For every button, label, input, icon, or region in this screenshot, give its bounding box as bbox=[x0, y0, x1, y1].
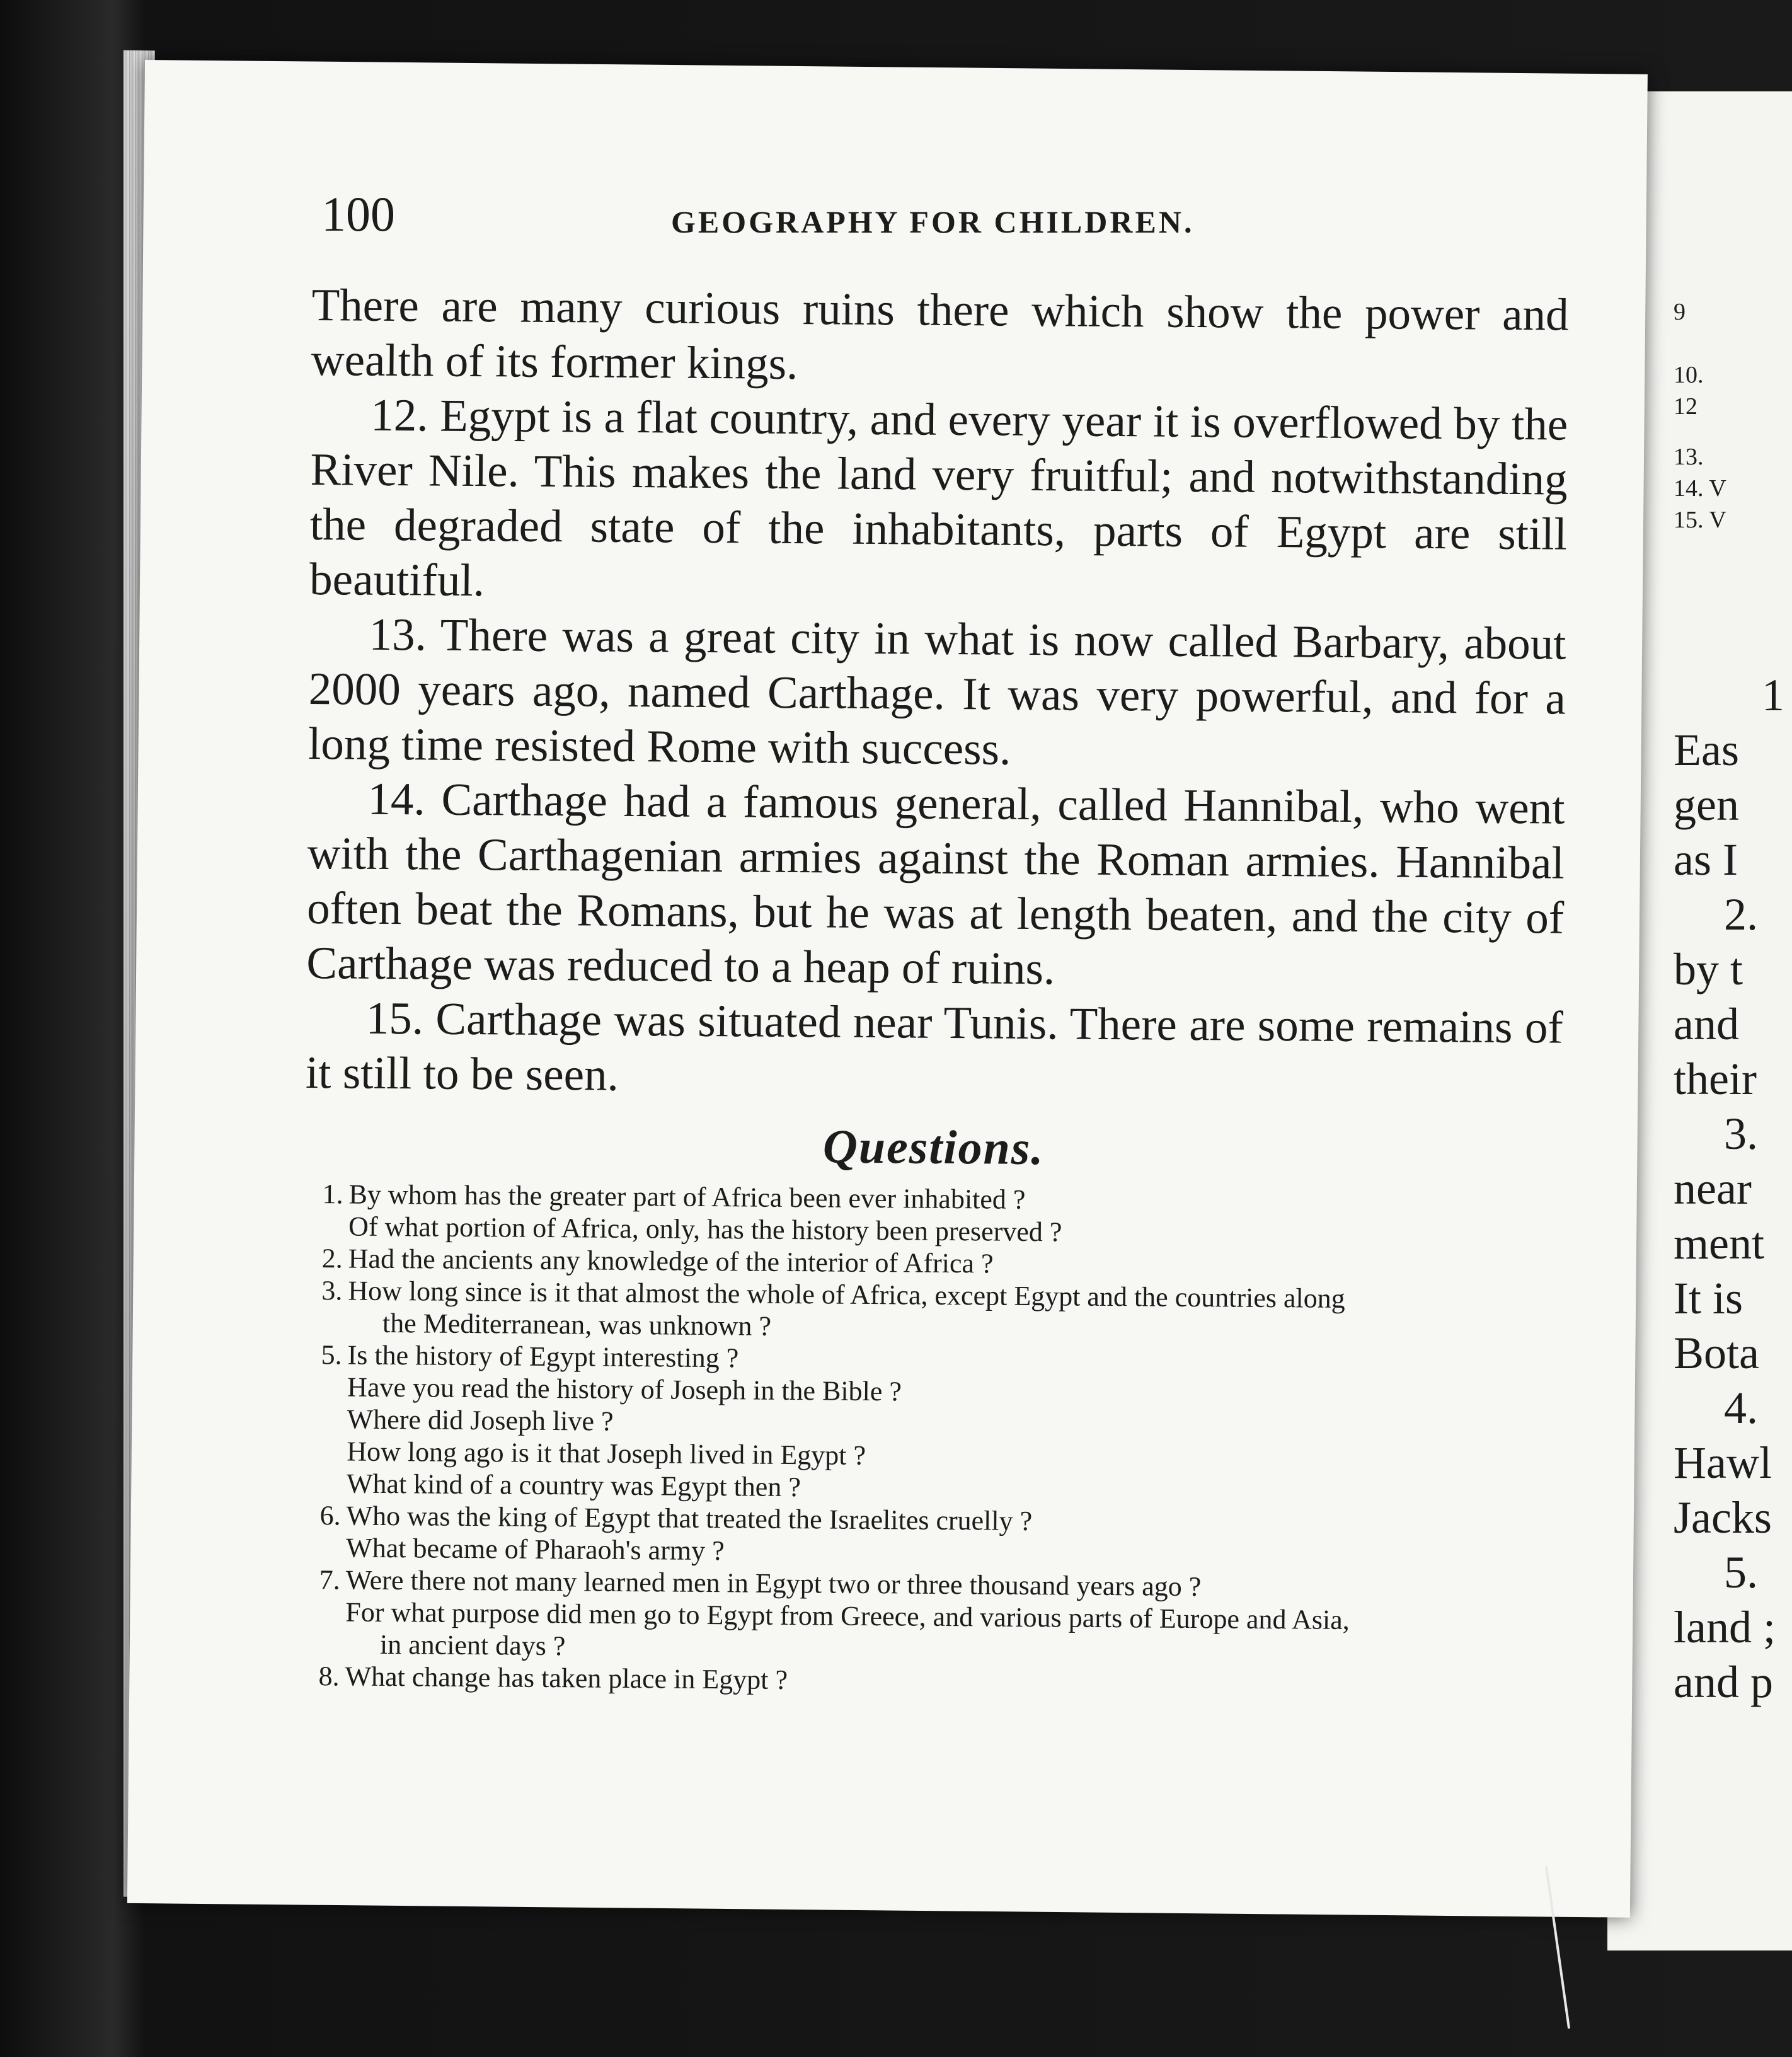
question-text: What became of Pharaoh's army ? bbox=[345, 1532, 725, 1567]
facing-line: gen bbox=[1674, 780, 1739, 830]
question-text: Is the history of Egypt interesting ? bbox=[347, 1339, 739, 1374]
question-number: 8. bbox=[318, 1661, 340, 1692]
facing-line: It is bbox=[1674, 1273, 1743, 1323]
facing-page-text bbox=[1674, 296, 1792, 1710]
facing-line: 12 bbox=[1674, 393, 1697, 420]
facing-line: Bota bbox=[1674, 1328, 1759, 1378]
question-text: Had the ancients any knowledge of the interior of Africa ? bbox=[348, 1243, 994, 1279]
question-text: By whom has the greater part of Africa been ever inhabited ? bbox=[348, 1178, 1026, 1215]
facing-line: Eas bbox=[1674, 725, 1739, 775]
question-text: Where did Joseph live ? bbox=[347, 1403, 614, 1437]
question-text: What change has taken place in Egypt ? bbox=[345, 1661, 788, 1695]
facing-line: 3. bbox=[1724, 1109, 1758, 1159]
question-text: the Mediterranean, was unknown ? bbox=[382, 1307, 772, 1342]
facing-line: 2. bbox=[1724, 889, 1758, 940]
question-number: 2. bbox=[321, 1243, 343, 1274]
facing-line: 9 bbox=[1674, 299, 1686, 325]
question-text: Have you read the history of Joseph in the Bible ? bbox=[347, 1371, 902, 1407]
facing-line: 4. bbox=[1724, 1383, 1758, 1433]
facing-line: as I bbox=[1674, 834, 1738, 885]
facing-line: and bbox=[1674, 999, 1739, 1049]
question-number: 7. bbox=[319, 1564, 340, 1596]
facing-line: 1 bbox=[1762, 670, 1784, 720]
facing-line: land ; bbox=[1674, 1602, 1776, 1652]
running-head: GEOGRAPHY FOR CHILDREN. bbox=[671, 204, 1195, 239]
facing-line: 10. bbox=[1674, 362, 1704, 388]
page-body bbox=[301, 277, 1569, 1702]
page-header bbox=[321, 186, 1266, 249]
question-text: Were there not many learned men in Egypt two or three thousand years ago ? bbox=[345, 1564, 1202, 1603]
facing-line: ment bbox=[1674, 1218, 1764, 1269]
paragraph: 13. There was a great city in what is now called Barbary, about 2000 years ago, named Carthage. It was very powerful, and for a long time resisted Rome with success. bbox=[307, 608, 1566, 775]
facing-line: 13. bbox=[1674, 444, 1704, 470]
question-text: What kind of a country was Egypt then ? bbox=[346, 1468, 801, 1503]
question-number: 1. bbox=[322, 1178, 343, 1210]
question-text: Of what portion of Africa, only, has the history been preserved ? bbox=[348, 1211, 1062, 1248]
facing-large-lines bbox=[1674, 668, 1792, 1710]
question-number: 5. bbox=[321, 1339, 342, 1371]
question-text: Who was the king of Egypt that treated the Israelites cruelly ? bbox=[346, 1500, 1033, 1537]
page-number: 100 bbox=[321, 187, 395, 241]
question-number: 6. bbox=[319, 1500, 341, 1531]
questions-heading: Questions. bbox=[822, 1120, 1045, 1175]
question-number: 3. bbox=[321, 1275, 343, 1306]
paragraph: 15. Carthage was situated near Tunis. There are some remains of it still to be seen. bbox=[305, 992, 1564, 1100]
facing-line: 5. bbox=[1724, 1547, 1758, 1598]
facing-line: 14. V bbox=[1674, 475, 1726, 502]
question-text: How long ago is it that Joseph lived in Egypt ? bbox=[347, 1436, 866, 1471]
facing-line: their bbox=[1674, 1054, 1757, 1104]
question-text: in ancient days ? bbox=[379, 1628, 566, 1662]
facing-line: and p bbox=[1674, 1657, 1773, 1707]
paragraph: 14. Carthage had a famous general, called Hannibal, who went with the Carthagenian armies against the Roman armies. Hannibal often beat the Romans, but he was at length beaten, and the city of Carthage was reduced to a heap of ruins. bbox=[306, 773, 1565, 994]
paragraph: There are many curious ruins there which show the power and wealth of its former kings. bbox=[311, 279, 1569, 389]
facing-line: near bbox=[1674, 1163, 1752, 1214]
paragraph: 12. Egypt is a flat country, and every year it is overflowed by the River Nile. This makes the land very fruitful; and notwithstanding the degraded state of the inhabitants, parts of Egypt are still beautiful. bbox=[309, 389, 1568, 606]
facing-line: by t bbox=[1674, 944, 1743, 994]
facing-line: Jacks bbox=[1674, 1492, 1772, 1543]
question-text: How long since is it that almost the whole of Africa, except Egypt and the countries along bbox=[348, 1275, 1345, 1314]
facing-line: Hawl bbox=[1674, 1438, 1772, 1488]
facing-line: 15. V bbox=[1674, 507, 1726, 533]
questions-list bbox=[301, 1178, 1561, 1702]
facing-small-numbers bbox=[1674, 296, 1792, 536]
question-text: For what purpose did men go to Egypt from Greece, and various parts of Europe and Asia, bbox=[345, 1596, 1350, 1635]
